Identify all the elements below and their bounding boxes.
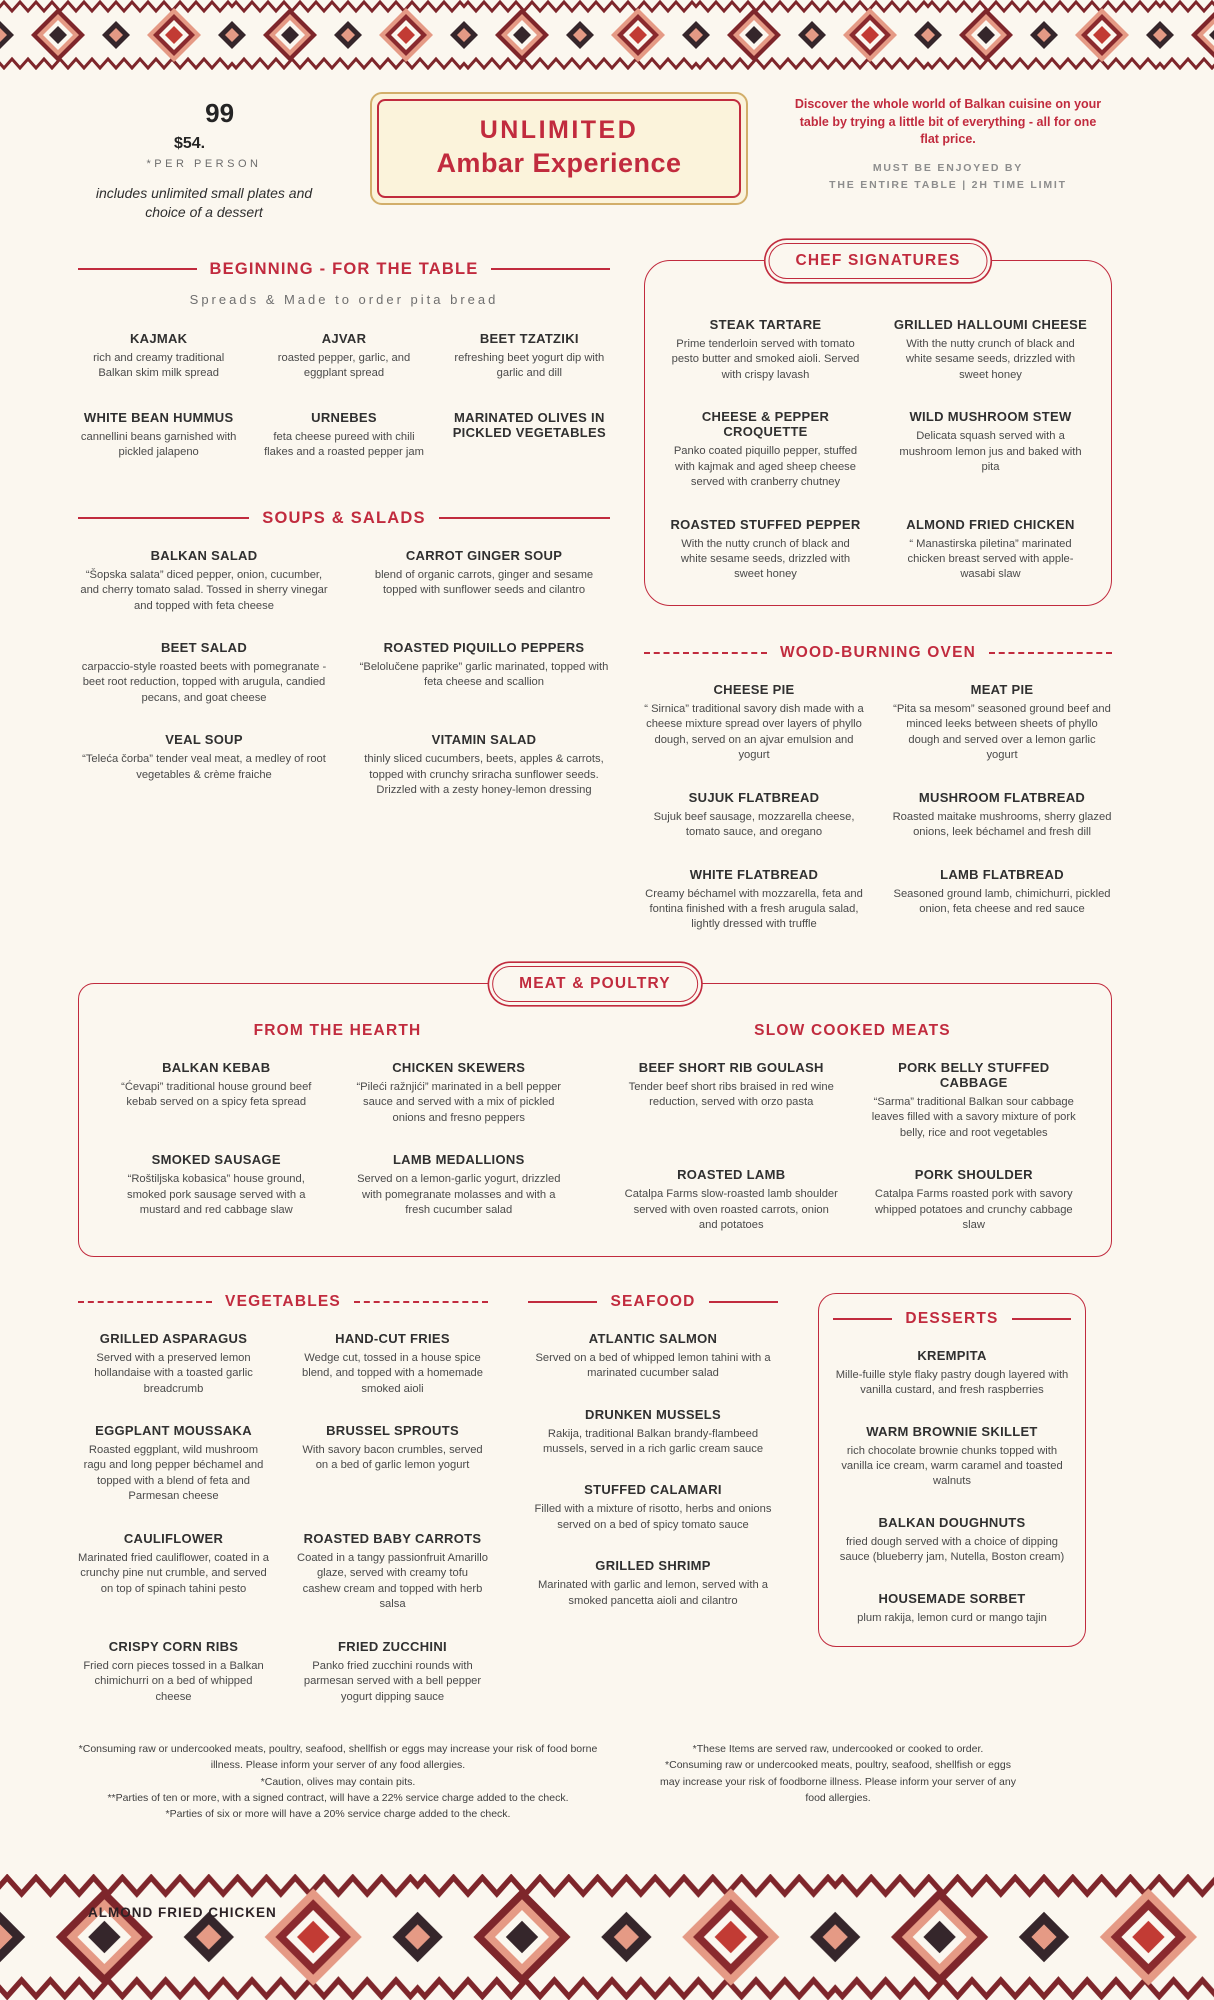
item-name: DRUNKEN MUSSELS: [585, 1406, 721, 1422]
seafood-items: [528, 1331, 778, 1610]
section-title: [78, 1293, 488, 1311]
soups-items: [78, 548, 610, 799]
menu-item: [78, 732, 330, 798]
item-desc: With the nutty crunch of black and white sesame seeds, drizzled with sweet honey: [680, 537, 851, 581]
price-cents: 99: [205, 98, 235, 128]
menu-item: [833, 1424, 1071, 1490]
menu-item: [109, 1152, 324, 1218]
menu-item: [892, 317, 1089, 383]
item-name: BEEF SHORT RIB GOULASH: [638, 1059, 824, 1075]
item-desc: Roasted maitake mushrooms, sherry glazed onions, leek béchamel and fresh dill: [892, 810, 1112, 839]
slow-cooked-items: [624, 1060, 1081, 1234]
section-title-text: BEGINNING - FOR THE TABLE: [209, 259, 479, 278]
menu-item: [109, 1060, 324, 1126]
item-name: CHEESE PIE: [713, 681, 795, 697]
item-name: MEAT PIE: [970, 681, 1034, 697]
menu-item: [78, 640, 330, 706]
item-name: ATLANTIC SALMON: [588, 1330, 718, 1346]
experience-title-inner: [377, 99, 741, 198]
item-name: GRILLED SHRIMP: [595, 1558, 711, 1574]
item-desc: cannellini beans garnished with pickled jalapeno: [80, 430, 237, 459]
item-desc: Prime tenderloin served with tomato pesto butter and smoked aioli. Served with crispy lavash: [671, 337, 860, 381]
item-name: BRUSSEL SPROUTS: [326, 1423, 459, 1439]
menu-item: [867, 1060, 1082, 1141]
chef-items: [667, 317, 1089, 583]
item-desc: roasted pepper, garlic, and eggplant spread: [277, 351, 411, 380]
menu-item: [352, 1060, 567, 1126]
subsection-title: FROM THE HEARTH: [253, 1021, 422, 1039]
item-desc: “Ćevapi” traditional house ground beef kebab served on a spicy feta spread: [121, 1080, 312, 1109]
menu-item: [892, 409, 1089, 490]
menu-item: [667, 517, 864, 583]
menu-item: [358, 640, 610, 706]
menu-item: [892, 790, 1112, 841]
item-desc: Panko coated piquillo pepper, stuffed with kajmak and aged sheep cheese served with cranberry chutney: [673, 445, 858, 489]
item-name: LAMB MEDALLIONS: [392, 1152, 525, 1168]
experience-title-line1: UNLIMITED: [479, 116, 639, 144]
section-title: [528, 1293, 778, 1311]
price-value: [78, 100, 330, 152]
menu-item: [528, 1558, 778, 1609]
menu-content: [78, 92, 1112, 1822]
menu-item: [528, 1331, 778, 1382]
menu-item: [667, 409, 864, 490]
section-beginning: [78, 260, 610, 461]
item-desc: “ Sirnica” traditional savory dish made with a cheese mixture spread over layers of phyllo dough, served on an ajvar emulsion and yogurt: [644, 702, 864, 762]
item-name: STUFFED CALAMARI: [584, 1482, 722, 1498]
item-desc: With the nutty crunch of black and white sesame seeds, drizzled with sweet honey: [905, 337, 1076, 381]
item-name: SMOKED SAUSAGE: [151, 1152, 281, 1168]
item-name: BALKAN SALAD: [150, 547, 258, 563]
item-desc: carpaccio-style roasted beets with pomegranate - beet root reduction, topped with arugula, candied pecans, and goat cheese: [81, 660, 327, 704]
section-title-text: VEGETABLES: [225, 1292, 341, 1310]
menu-item: [833, 1591, 1071, 1626]
item-desc: Tender beef short ribs braised in red wine reduction, served with orzo pasta: [628, 1080, 834, 1109]
menu-item: [78, 410, 239, 461]
chef-signatures-pill: [769, 243, 988, 279]
menu-item: [644, 682, 864, 764]
menu-item: [892, 682, 1112, 764]
hearth-items: [109, 1060, 566, 1219]
footnote-line: *Caution, olives may contain pits.: [260, 1775, 416, 1788]
item-desc: plum rakija, lemon curd or mango tajin: [857, 1611, 1047, 1624]
item-desc: “ Manastirska piletina” marinated chicken breast served with apple-wasabi slaw: [907, 537, 1074, 581]
beginning-items: [78, 331, 610, 461]
item-name: CHICKEN SKEWERS: [392, 1059, 526, 1075]
item-desc: With savory bacon crumbles, served on a bed of garlic lemon yogurt: [302, 1444, 483, 1472]
item-desc: Wedge cut, tossed in a house spice blend, and topped with a homemade smoked aioli: [302, 1351, 483, 1395]
section-title: [78, 260, 610, 279]
item-name: URNEBES: [311, 409, 377, 425]
item-desc: Filled with a mixture of risotto, herbs and onions served on a bed of spicy tomato sauce: [534, 1503, 772, 1531]
item-desc: “Roštiljska kobasica” house ground, smoked pork sausage served with a mustard and red cabbage slaw: [127, 1173, 306, 1217]
item-name: PORK BELLY STUFFED CABBAGE: [898, 1059, 1050, 1090]
menu-item: [263, 410, 424, 461]
section-title-text: SOUPS & SALADS: [262, 508, 426, 527]
section-soups-salads: [78, 509, 610, 799]
item-name: SUJUK FLATBREAD: [688, 789, 820, 805]
menu-item: [263, 331, 424, 382]
left-column: [78, 260, 610, 799]
item-desc: fried dough served with a choice of dipping sauce (blueberry jam, Nutella, Boston cream): [839, 1535, 1065, 1564]
lower-columns: [78, 1293, 1112, 1705]
menu-item: [528, 1482, 778, 1533]
item-desc: Marinated fried cauliflower, coated in a crunchy pine nut crumble, and served on top of spinach tahini pesto: [78, 1551, 269, 1595]
menu-item: [867, 1167, 1082, 1233]
pitch-block: [788, 92, 1108, 195]
item-name: GRILLED ASPARAGUS: [99, 1330, 248, 1346]
item-desc: Served with a preserved lemon hollandaise with a toasted garlic breadcrumb: [94, 1351, 253, 1395]
item-desc: feta cheese pureed with chili flakes and a roasted pepper jam: [264, 430, 424, 459]
section-seafood: [528, 1293, 778, 1610]
item-desc: Seasoned ground lamb, chimichurri, pickled onion, feta cheese and red sauce: [893, 887, 1111, 916]
item-name: WARM BROWNIE SKILLET: [866, 1423, 1038, 1439]
item-desc: Panko fried zucchini rounds with parmesan served with a bell pepper yogurt dipping sauce: [303, 1659, 482, 1703]
item-desc: Marinated with garlic and lemon, served with a smoked pancetta aioli and cilantro: [537, 1579, 769, 1607]
menu-item: [449, 331, 610, 382]
menu-item: [644, 790, 864, 841]
item-name: GRILLED HALLOUMI CHEESE: [893, 316, 1088, 332]
item-name: KAJMAK: [129, 330, 188, 346]
item-name: LAMB FLATBREAD: [940, 866, 1064, 882]
section-wood-burning-oven: [644, 644, 1112, 933]
section-chef-signatures: [644, 251, 1112, 606]
menu-item: [78, 1423, 269, 1505]
hero-header: [78, 92, 1112, 222]
item-desc: Coated in a tangy passionfruit Amarillo glaze, served with creamy tofu cashew cream and topped with herb salsa: [297, 1551, 488, 1611]
item-name: ROASTED LAMB: [677, 1167, 786, 1183]
footnote-line: *These Items are served raw, undercooked or cooked to order.: [692, 1743, 984, 1755]
footnote-line: **Parties of ten or more, with a signed contract, will have a 22% service charge added to the check.: [107, 1791, 569, 1804]
subsection-from-the-hearth: [109, 1022, 566, 1234]
item-desc: “Belolučene paprike” garlic marinated, topped with feta cheese and scallion: [359, 660, 609, 689]
item-name: PORK SHOULDER: [914, 1167, 1033, 1183]
section-title-text: MEAT & POULTRY: [519, 974, 671, 992]
meat-poultry-pill: [492, 966, 698, 1002]
item-name: VEAL SOUP: [165, 732, 243, 748]
footnote-line: *Consuming raw or undercooked meats, poultry, seafood, shellfish or eggs may increase your risk of food borne illness. Please inform your server of any food allergies.: [78, 1743, 598, 1772]
vegetables-items: [78, 1331, 488, 1705]
menu-item: [78, 1531, 269, 1613]
menu-item: [297, 1331, 488, 1397]
item-name: ROASTED STUFFED PEPPER: [670, 516, 861, 532]
item-name: BEET TZATZIKI: [479, 330, 579, 346]
item-name: HOUSEMADE SORBET: [878, 1590, 1026, 1606]
subsection-slow-cooked-meats: [624, 1022, 1081, 1234]
item-desc: Catalpa Farms roasted pork with savory whipped potatoes and crunchy cabbage slaw: [874, 1188, 1073, 1232]
section-title-text: CHEF SIGNATURES: [795, 251, 961, 269]
menu-item: [667, 317, 864, 383]
section-vegetables: [78, 1293, 488, 1705]
menu-item: [528, 1407, 778, 1458]
includes-note: includes unlimited small plates and choice of a dessert: [95, 185, 313, 220]
footer-notes: [78, 1741, 1112, 1822]
item-name: HAND-CUT FRIES: [335, 1330, 450, 1346]
menu-item: [892, 517, 1089, 583]
desserts-items: [833, 1348, 1071, 1627]
item-name: ROASTED PIQUILLO PEPPERS: [383, 639, 585, 655]
item-desc: “Pita sa mesom” seasoned ground beef and minced leeks between sheets of phyllo dough and served over a lemon garlic yogurt: [893, 702, 1111, 762]
menu-item: [624, 1167, 839, 1233]
item-desc: refreshing beet yogurt dip with garlic and dill: [454, 351, 605, 380]
item-name: BALKAN KEBAB: [162, 1059, 271, 1075]
price-block: [78, 92, 330, 222]
item-desc: thinly sliced cucumbers, beets, apples & carrots, topped with crunchy sriracha sunflower seeds. Drizzled with a zesty honey-lemon dressing: [364, 753, 604, 797]
item-name: CAULIFLOWER: [123, 1530, 224, 1546]
oven-items: [644, 682, 1112, 933]
item-desc: Delicata squash served with a mushroom lemon jus and baked with pita: [899, 430, 1082, 474]
item-desc: Sujuk beef sausage, mozzarella cheese, tomato sauce, and oregano: [653, 810, 855, 839]
section-title: [78, 509, 610, 528]
footnote-line: *Consuming raw or undercooked meats, poultry, seafood, shellfish or eggs may increase your risk of foodborne illness. Please inform your server of any food allergies.: [660, 1759, 1016, 1804]
table-rule-line1: MUST BE ENJOYED BY: [872, 161, 1024, 174]
menu-item: [358, 548, 610, 614]
subsection-title: SLOW COOKED MEATS: [754, 1021, 951, 1039]
item-name: ALMOND FRIED CHICKEN: [906, 516, 1075, 532]
item-desc: “Šopska salata” diced pepper, onion, cucumber, and cherry tomato salad. Tossed in sherry vinegar and topped with feta cheese: [80, 568, 328, 612]
section-title: [644, 644, 1112, 662]
item-desc: Served on a bed of whipped lemon tahini with a marinated cucumber salad: [535, 1351, 771, 1380]
item-name: WHITE FLATBREAD: [689, 866, 819, 882]
item-desc: Catalpa Farms slow-roasted lamb shoulder served with oven roasted carrots, onion and potatoes: [624, 1188, 838, 1232]
item-desc: Mille-fuille style flaky pastry dough layered with vanilla custard, and fresh raspberries: [835, 1368, 1069, 1397]
item-name: AJVAR: [321, 330, 367, 346]
item-desc: “Pileći ražnjići” marinated in a bell pepper sauce and served with a mix of pickled onions and fresno peppers: [356, 1080, 562, 1124]
right-column: [644, 251, 1112, 933]
item-name: BALKAN DOUGHNUTS: [878, 1514, 1026, 1530]
section-title-text: DESSERTS: [905, 1309, 999, 1327]
menu-item: [297, 1531, 488, 1613]
item-name: VITAMIN SALAD: [431, 732, 537, 748]
menu-item: [892, 867, 1112, 933]
item-desc: Fried corn pieces tossed in a Balkan chimichurri on a bed of whipped cheese: [83, 1659, 264, 1703]
stray-bottom-text: ALMOND FRIED CHICKEN: [88, 1905, 277, 1920]
menu-item: [78, 548, 330, 614]
item-desc: Served on a lemon-garlic yogurt, drizzled with pomegranate molasses and with a fresh cucumber salad: [357, 1173, 561, 1217]
menu-item: [297, 1639, 488, 1705]
experience-title-line2: Ambar Experience: [436, 148, 682, 178]
menu-item: [78, 331, 239, 382]
item-name: CARROT GINGER SOUP: [405, 547, 563, 563]
menu-item: [624, 1060, 839, 1141]
footer-left-notes: [78, 1741, 598, 1822]
section-title: [833, 1310, 1071, 1328]
table-rule-note: [788, 160, 1108, 196]
item-name: STEAK TARTARE: [709, 316, 822, 332]
item-desc: rich and creamy traditional Balkan skim milk spread: [93, 351, 225, 380]
experience-title-box: [370, 92, 748, 205]
meat-columns: [109, 1022, 1081, 1234]
item-name: EGGPLANT MOUSSAKA: [95, 1423, 252, 1439]
menu-item: [449, 410, 610, 461]
item-name: WILD MUSHROOM STEW: [909, 409, 1072, 425]
section-subtitle: Spreads & Made to order pita bread: [189, 291, 499, 307]
item-name: KREMPITA: [917, 1347, 987, 1363]
menu-item: [297, 1423, 488, 1505]
item-desc: blend of organic carrots, ginger and sesame topped with sunflower seeds and cilantro: [374, 568, 594, 597]
upper-columns: [78, 251, 1112, 933]
per-person-label: *PER PERSON: [146, 158, 262, 170]
item-name: FRIED ZUCCHINI: [338, 1638, 447, 1654]
menu-item: [352, 1152, 567, 1218]
item-name: MUSHROOM FLATBREAD: [918, 789, 1086, 805]
menu-item: [78, 1639, 269, 1705]
item-desc: Creamy béchamel with mozzarella, feta and fontina finished with a fresh arugula salad, lightly dressed with truffle: [645, 887, 863, 931]
item-desc: Roasted eggplant, wild mushroom ragu and long pepper béchamel and topped with a blend of feta and Parmesan cheese: [83, 1444, 264, 1503]
menu-item: [833, 1515, 1071, 1566]
price-dollars: $54.: [173, 135, 206, 152]
embroidery-border-bottom-icon: [0, 1874, 1214, 2000]
section-meat-poultry: [78, 974, 1112, 1257]
item-name: BEET SALAD: [160, 639, 248, 655]
menu-item: [644, 867, 864, 933]
item-desc: Rakija, traditional Balkan brandy-flambeed mussels, served in a rich garlic cream sauce: [542, 1427, 764, 1456]
item-name: CHEESE & PEPPER CROQUETTE: [701, 409, 830, 440]
pitch-text: Discover the whole world of Balkan cuisine on your table by trying a little bit of everything - all for one flat price.: [794, 97, 1102, 146]
table-rule-line2: THE ENTIRE TABLE | 2H TIME LIMIT: [829, 179, 1067, 192]
item-name: MARINATED OLIVES IN PICKLED VEGETABLES: [452, 409, 606, 440]
item-desc: “Teleća čorba” tender veal meat, a medley of root vegetables & crème fraiche: [82, 753, 326, 781]
item-name: WHITE BEAN HUMMUS: [83, 409, 234, 425]
menu-item: [78, 1331, 269, 1397]
item-name: ROASTED BABY CARROTS: [303, 1530, 482, 1546]
embroidery-border-top-icon: [0, 0, 1214, 70]
section-desserts: [818, 1293, 1086, 1648]
section-title-text: SEAFOOD: [610, 1292, 696, 1310]
menu-item: [833, 1348, 1071, 1399]
item-name: CRISPY CORN RIBS: [108, 1638, 239, 1654]
item-desc: rich chocolate brownie chunks topped with vanilla ice cream, warm caramel and toasted walnuts: [841, 1444, 1063, 1488]
item-desc: “Sarma” traditional Balkan sour cabbage leaves filled with a savory mixture of pork belly, rice and root vegetables: [871, 1095, 1076, 1139]
section-title-text: WOOD-BURNING OVEN: [779, 643, 977, 661]
footnote-line: *Parties of six or more will have a 20% service charge added to the check.: [165, 1808, 511, 1821]
menu-item: [358, 732, 610, 798]
footer-right-notes: [654, 1741, 1022, 1822]
